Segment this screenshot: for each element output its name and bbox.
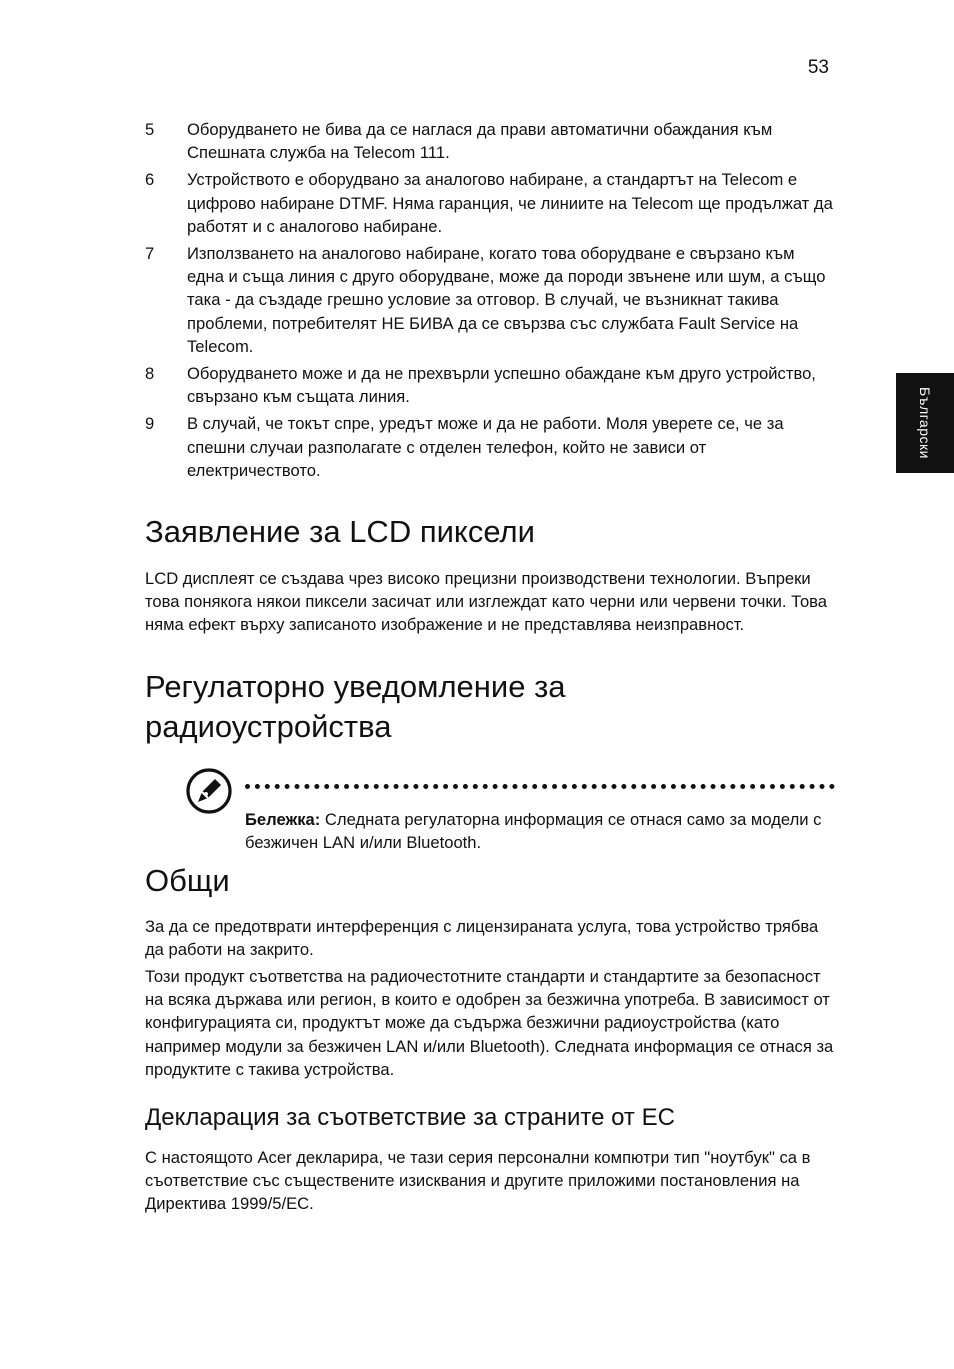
general-paragraph-1: За да се предотврати интерференция с лицензираната услуга, това устройство трябва да работи на закрито. bbox=[145, 916, 819, 959]
regulatory-heading-line2: радиоустройства bbox=[145, 708, 392, 744]
list-item bbox=[145, 118, 835, 164]
list-number: 8 bbox=[145, 364, 155, 384]
note-body: Следната регулаторна информация се отнася само за модели с безжичен LAN и/или Bluetooth. bbox=[245, 809, 822, 852]
language-tab-label: Български bbox=[917, 387, 933, 459]
list-text: Използването на аналогово набиране, когато това оборудване е свързано към една и съща линия с друго оборудване, може да породи звънене или шум, а също така - да създаде грешно условие за отговор. В случай, че възникнат такива проблеми, потребителят НЕ БИВА да се свързва със службата Fault Service на Telecom. bbox=[187, 244, 826, 356]
list-number: 5 bbox=[145, 120, 155, 139]
list-text: Устройството е оборудвано за аналогово набиране, а стандартът на Telecom е цифрово набиране DTMF. Няма гаранция, че линиите на Telecom ще продължат да работят и с аналогово набиране. bbox=[187, 170, 833, 236]
list-text: Оборудването може и да не прехвърли успешно обаждане към друго устройство, свързано към същата линия. bbox=[187, 364, 816, 407]
regulatory-heading bbox=[145, 667, 835, 747]
page-number: 53 bbox=[807, 57, 829, 78]
note-divider bbox=[245, 784, 835, 789]
general-paragraph-2: Този продукт съответства на радиочестотните стандарти и стандартите за безопасност на всяка държава или регион, в които е одобрен за безжична употреба. В зависимост от конфигурацията си, продуктът може да съдържа безжични радиоустройства (като например модули за безжичен LAN и/или Bluetooth). Следната информация се отнася за продуктите с такива устройства. bbox=[145, 967, 834, 1079]
note-text bbox=[245, 808, 835, 854]
regulatory-heading-line1: Регулаторно уведомление за bbox=[145, 668, 566, 704]
list-text: В случай, че токът спре, уредът може и да не работи. Моля уверете се, че за спешни случаи разполагате с отделен телефон, който не зависи от електричеството. bbox=[187, 414, 784, 480]
list-text: Оборудването не бива да се наглася да прави автоматични обаждания към Спешната служба на Telecom 111. bbox=[187, 120, 773, 163]
list-item bbox=[145, 242, 835, 358]
list-number: 7 bbox=[145, 244, 155, 264]
declaration-heading: Декларация за съответствие за страните от ЕС bbox=[145, 1104, 675, 1132]
note-label: Бележка: bbox=[245, 809, 321, 829]
list-number: 6 bbox=[145, 170, 155, 190]
list-item bbox=[145, 168, 835, 238]
list-item bbox=[145, 362, 835, 408]
declaration-paragraph: С настоящото Acer декларира, че тази серия персонални компютри тип "ноутбук" са в съответствие със съществените изисквания и другите приложими постановления на Директива 1999/5/ЕС. bbox=[145, 1148, 811, 1214]
note-pen-icon bbox=[185, 767, 233, 815]
lcd-paragraph: LCD дисплеят се създава чрез високо прецизни производствени технологии. Въпреки това понякога някои пиксели засичат или изглеждат като черни или червени точки. Това няма ефект върху записаното изображение и не представлява неизправност. bbox=[145, 569, 828, 635]
general-heading: Общи bbox=[145, 862, 230, 898]
lcd-heading: Заявление за LCD пиксели bbox=[145, 514, 535, 550]
language-tab bbox=[896, 373, 954, 473]
numbered-list bbox=[145, 118, 835, 482]
page-content bbox=[145, 118, 835, 1216]
list-item bbox=[145, 412, 835, 482]
list-number: 9 bbox=[145, 414, 155, 434]
note-box bbox=[145, 767, 835, 855]
